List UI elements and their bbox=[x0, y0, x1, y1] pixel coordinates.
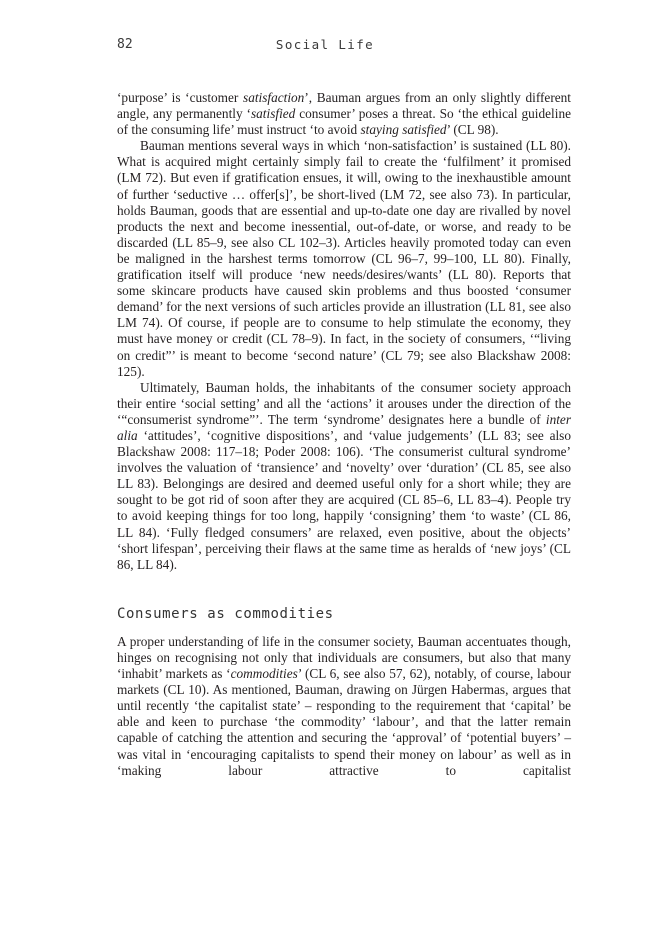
paragraph-3 bbox=[117, 380, 571, 573]
text-run: consumer’ poses a threat. So ‘the ethical guideline of the consuming life’ must instruct ‘to avoid bbox=[117, 106, 571, 138]
text-run: ‘purpose’ is ‘customer bbox=[117, 90, 244, 105]
text-run: Bauman mentions several ways in which ‘non-satisfaction’ is sustained (LL 80). What is acquired might certainly simply fail to create the ‘fulfilment’ it promised (LM 72). But even if gratification ensues, it will, owing to the inexhaustible amount of further ‘seductive … offer[s]’, be short-lived (LM 72, see also 73). In particular, holds Bauman, goods that are essential and up-to-date one day are rivalled by novel products the next and become inessential, out-of-date, or worse, and ready to be discarded (LL 85–9, see also CL 102–3). Articles heavily promoted today can even be maligned in the harshest terms tomorrow (CL 96–7, 99–100, LL 80). Finally, gratification itself will produce ‘new needs/desires/wants’ (LL 80). Reports that some skincare products have caused skin problems and thus boosted ‘consumer demand’ for the next versions of such articles provide an illustration (LL 81, see also LM 74). Of course, if people are to consume to help stimulate the economy, they must have money or credit (CL 78–9). In fact, in the society of consumers, ‘“living on credit”’ is meant to become ‘second nature’ (CL 79; see also Blackshaw 2008: 125). bbox=[117, 138, 571, 379]
italic-phrase: satisfaction bbox=[243, 90, 305, 105]
paragraph-1 bbox=[117, 90, 571, 138]
text-run: Ultimately, Bauman holds, the inhabitants of the consumer society approach their entire ‘social setting’ and all the ‘actions’ it arouses under the direction of the ‘“consumerist syndrome”’. The term ‘syndrome’ designates here a bundle of bbox=[117, 379, 571, 427]
body-text bbox=[117, 90, 571, 779]
text-run: ’, Bauman argues from an only slightly different angle, any permanently ‘ bbox=[117, 90, 572, 122]
italic-phrase: commodities bbox=[230, 666, 298, 682]
section-heading: Consumers as commodities bbox=[117, 605, 334, 622]
paragraph-4 bbox=[117, 634, 571, 779]
text-run: ’ (CL 98). bbox=[446, 122, 499, 138]
text-run: ‘attitudes’, ‘cognitive dispositions’, and ‘value judgements’ (LL 83; see also Blackshaw 2008: 117–18; Poder 2008: 106). ‘The consumerist cultural syndrome’ involves the valuation of ‘transience’ and ‘novelty’ over ‘duration’ (CL 85, see also LL 83). Belongings are desired and deemed useful only for a short while; they are sought to be got rid of soon after they are acquired (CL 85–6, LL 83–4). People try to avoid keeping things for too long, happily ‘consigning’ them ‘to waste’ (CL 86, LL 84). ‘Fully fledged consumers’ are relaxed, even positive, about the objects’ ‘short lifespan’, perceiving their flaws at the same time as heralds of ‘new joys’ (CL 86, LL 84). bbox=[117, 427, 571, 572]
page-number: 82 bbox=[117, 37, 133, 52]
italic-phrase: inter alia bbox=[117, 411, 571, 443]
text-run: A proper understanding of life in the consumer society, Bauman accentuates though, hinges on recognising not only that individuals are consumers, but also that many ‘inhabit’ markets as ‘ bbox=[117, 633, 571, 682]
running-head: Social Life bbox=[275, 37, 375, 52]
italic-phrase: staying satisfied bbox=[360, 122, 447, 138]
italic-phrase: satisfied bbox=[250, 106, 296, 122]
text-run: ’ (CL 6, see also 57, 62), notably, of course, labour markets (CL 10). As mentioned, Bauman, drawing on Jürgen Habermas, argues that until recently ‘the capitalist state’ – responding to the requirement that ‘capital’ be able and keen to purchase ‘the commodity’ ‘labour’, and that the latter remain capable of catching the attention and securing the ‘approval’ of ‘potential buyers’ – was vital in ‘encouraging capitalists to spend their money on labour’ as well as in ‘making labour attractive to capitalist bbox=[117, 666, 571, 778]
paragraph-2 bbox=[117, 138, 571, 379]
